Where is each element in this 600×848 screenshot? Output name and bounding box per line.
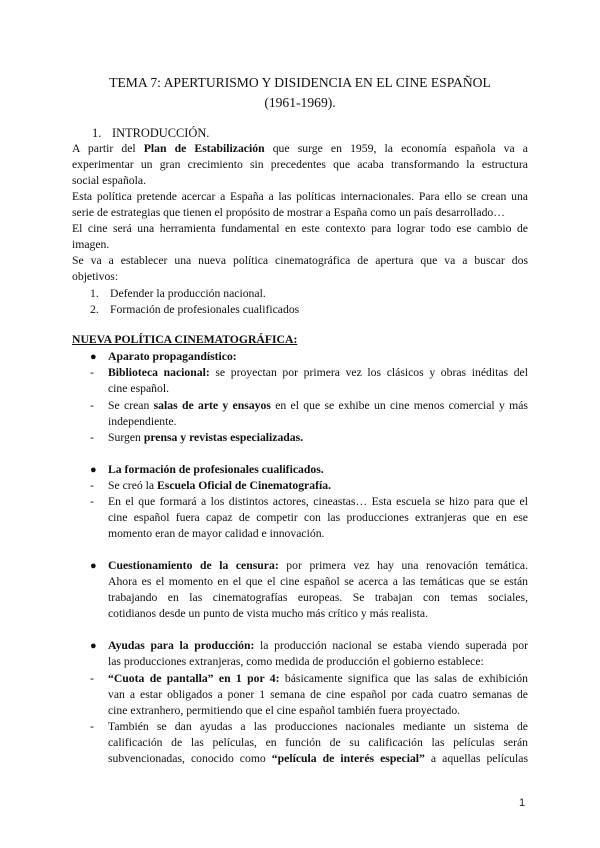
censura-line1: Cuestionamiento de la censura: por primera vez hay una renovación temática. — [108, 559, 528, 572]
censura-line4: cotidianos desde un punto de vista mucho más crítico y más realista. — [108, 607, 429, 620]
aparato-d2-line1: Se crean salas de arte y ensayos en el que se exhibe un cine menos comercial y más — [108, 399, 528, 412]
ayudas-line1: Ayudas para la producción: la producción nacional se estaba viendo superada por — [108, 639, 528, 652]
objective-item: 2. Formación de profesionales cualificados — [90, 303, 300, 316]
dash-marker: - — [90, 672, 94, 685]
intro-p1-line1: A partir del Plan de Estabilización que surge en 1959, la economía española va a — [72, 142, 528, 155]
intro-p2-line1: Esta política pretende acercar a España a las políticas internacionales. Para ello se crean una — [72, 190, 528, 203]
intro-heading-text: INTRODUCCIÓN. — [112, 126, 210, 140]
dash-marker: - — [90, 720, 94, 733]
formacion-d2-line2: cine español fuera capaz de competir con las producciones extranjeras que en ese — [108, 511, 528, 524]
ayudas-d1-line2: van a estar obligados a poner 1 semana de cine español por cada cuatro semanas de — [108, 688, 528, 701]
ayudas-d1-line3: cine extranhero, permitiendo que el cine español también fuera proyectado. — [108, 704, 461, 717]
aparato-d1-line1: Biblioteca nacional: se proyectan por primera vez los clásicos y obras inéditas del — [108, 366, 528, 379]
aparato-d3-line1: Surgen prensa y revistas especializadas. — [108, 431, 304, 444]
formacion-d2-line1: En el que formará a los distintos actores, cineastas… Esta escuela se hizo para que el — [108, 495, 528, 508]
dash-marker: - — [90, 366, 94, 379]
section-formacion-title: La formación de profesionales cualificados. — [108, 463, 324, 476]
document-title-line2: (1961-1969). — [264, 95, 336, 110]
ayudas-d2-line3: subvencionadas, conocido como “película de interés especial” a aquellas películas — [108, 752, 528, 765]
intro-heading — [92, 125, 209, 141]
censura-line3: trabajando en las cinematografías europeas. Se trabajan con temas sociales, — [108, 591, 528, 604]
bullet-icon: ● — [90, 464, 97, 476]
dash-marker: - — [90, 495, 94, 508]
intro-p3-line1: El cine será una herramienta fundamental en este contexto para lograr todo ese cambio de — [72, 222, 528, 235]
document-title-line1: TEMA 7: APERTURISMO Y DISIDENCIA EN EL CINE ESPAÑOL — [109, 75, 491, 90]
objective-item: 1. Defender la producción nacional. — [90, 287, 266, 300]
policy-heading: NUEVA POLÍTICA CINEMATOGRÁFICA: — [72, 333, 298, 346]
ayudas-line2: las producciones extranjeras, como medida de producción el gobierno establece: — [108, 655, 484, 668]
intro-p1-line2: experimentar un gran crecimiento sin precedentes que acaba transformando la estructura — [72, 158, 528, 171]
intro-p1-line3: social española. — [72, 174, 146, 187]
aparato-d1-line2: cine español. — [108, 382, 170, 395]
ayudas-d2-line2: calificación de las películas, en función de su calificación las películas serán — [108, 736, 528, 749]
formacion-d1-line1: Se creó la Escuela Oficial de Cinematografía. — [108, 479, 331, 492]
dash-marker: - — [90, 479, 94, 492]
ayudas-d2-line1: También se dan ayudas a las producciones nacionales mediante un sistema de — [108, 720, 528, 733]
ayudas-d1-line1: “Cuota de pantalla” en 1 por 4: básicamente significa que las salas de exhibición — [108, 672, 528, 685]
page-number: 1 — [519, 797, 526, 809]
intro-p2-line2: serie de estrategias que tienen el propósito de mostrar a España como un país desarrollado… — [72, 206, 505, 219]
intro-p4-line2: objetivos: — [72, 270, 119, 283]
bullet-icon: ● — [90, 351, 97, 363]
intro-heading-number: 1. — [92, 126, 102, 140]
intro-p4-line1: Se va a establecer una nueva política cinematográfica de apertura que va a buscar dos — [72, 254, 528, 267]
dash-marker: - — [90, 431, 94, 444]
intro-p3-line2: imagen. — [72, 238, 110, 251]
bullet-icon: ● — [90, 560, 97, 572]
censura-line2: Ahora es el momento en el que el cine español se acerca a las temáticas que se están — [108, 575, 528, 588]
formacion-d2-line3: momento eran de mayor calidad e innovación. — [108, 527, 325, 540]
section-aparato-title: Aparato propagandístico: — [108, 350, 237, 363]
bullet-icon: ● — [90, 640, 97, 652]
aparato-d2-line2: independiente. — [108, 415, 177, 428]
dash-marker: - — [90, 399, 94, 412]
